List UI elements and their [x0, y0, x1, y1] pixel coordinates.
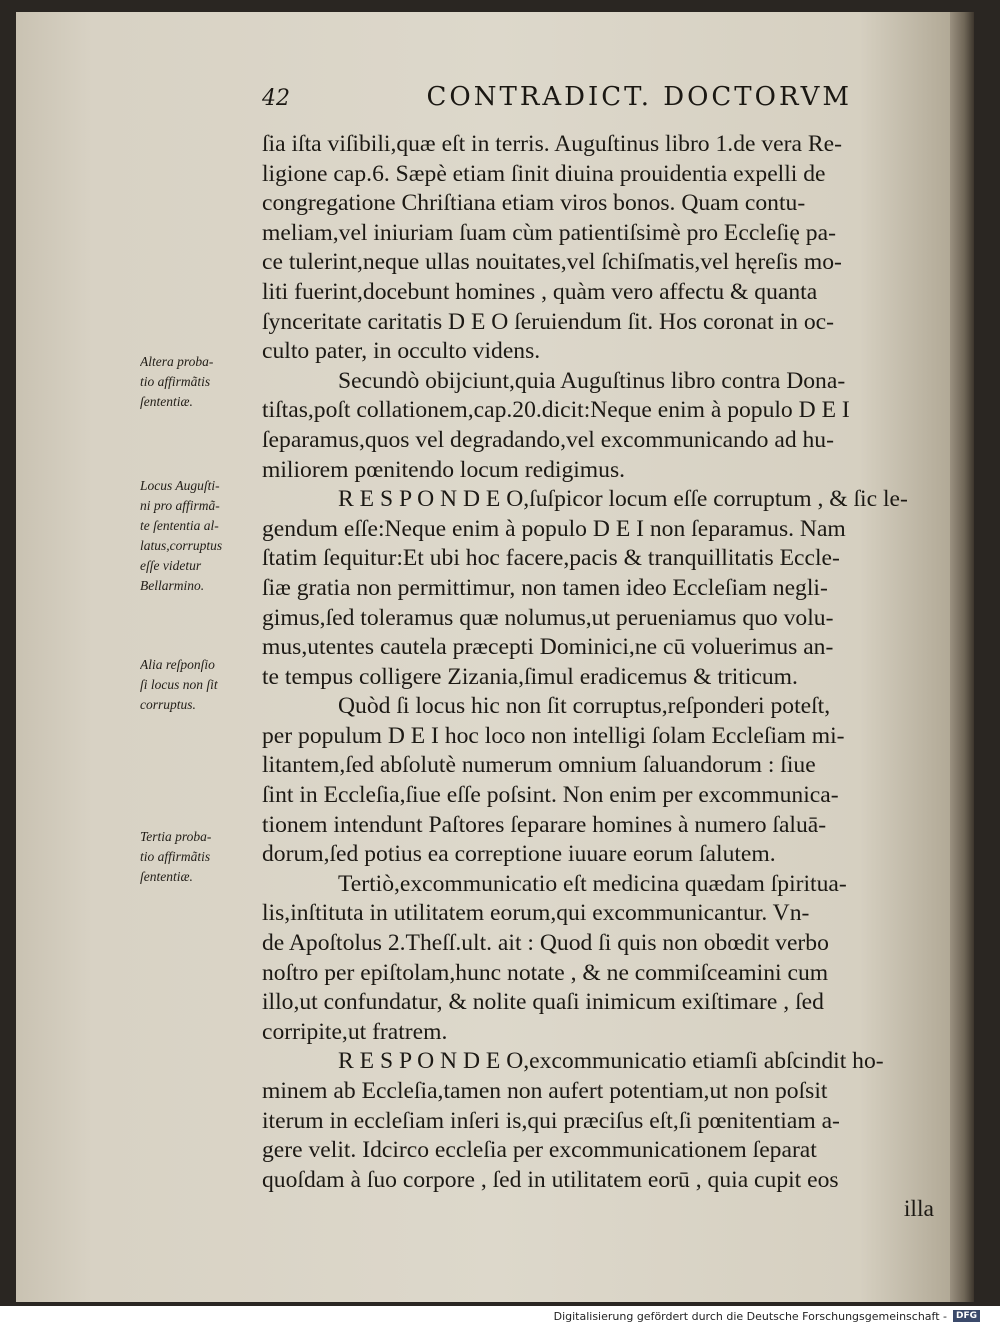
text-line: quoſdam à ſuo corpore , ſed in utilitatem eorū , quia cupit eos	[262, 1166, 839, 1193]
margin-note-line: Alia reſponſio	[140, 657, 215, 672]
margin-note-line: Altera proba-	[140, 354, 214, 369]
text-line: ſynceritate caritatis D E O ſeruiendum ſit. Hos coronat in oc-	[262, 308, 834, 335]
text-line: dorum,ſed potius ea correptione iuuare eorum ſalutem.	[262, 841, 776, 868]
text-line: litantem,ſed abſolutè numerum omnium ſaluandorum : ſiue	[262, 752, 816, 779]
margin-note-line: tio affirmãtis	[140, 374, 211, 389]
dfg-logo: DFG	[953, 1310, 980, 1322]
text-line: de Apoſtolus 2.Theſſ.ult. ait : Quod ſi quis non obœdit verbo	[262, 930, 829, 957]
text-line: ſia iſta viſibili,quæ eſt in terris. Auguſtinus libro 1.de vera Re-	[262, 131, 842, 157]
margin-note-line: corruptus.	[140, 697, 196, 712]
text-line: ce tulerint,neque ullas nouitates,vel ſchiſmatis,vel hęreſis mo-	[262, 249, 842, 276]
margin-note-line: te ſententia al-	[140, 518, 219, 533]
funding-credit: Digitalisierung gefördert durch die Deutsche Forschungsgemeinschaft -	[553, 1309, 947, 1323]
margin-note-line: latus,corruptus	[140, 538, 223, 553]
margin-note-line: ſi locus non ſit	[140, 677, 218, 692]
text-line: te tempus colligere Zizania,ſimul eradicemus & triticum.	[262, 663, 798, 690]
text-line: miliorem pœnitendo locum redigimus.	[262, 456, 626, 483]
text-line: tiſtas,poſt collationem,cap.20.dicit:Neque enim à populo D E I	[262, 397, 850, 424]
text-line: noſtro per epiſtolam,hunc notate , & ne commiſceamini cum	[262, 959, 829, 986]
text-line: gendum eſſe:Neque enim à populo D E I non ſeparamus. Nam	[262, 515, 846, 542]
margin-note	[140, 352, 258, 412]
text-line: minem ab Eccleſia,tamen non aufert potentiam,ut non poſsit	[262, 1078, 828, 1104]
running-head	[262, 82, 852, 112]
margin-note	[140, 827, 258, 887]
catchword: illa	[903, 1196, 934, 1223]
text-line: tionem intendunt Paſtores ſeparare homines à numero ſaluā-	[262, 811, 827, 838]
paragraph-start: Secundò obijciunt,quia Auguſtinus libro contra Dona-	[338, 367, 846, 394]
margin-note-line: eſſe videtur	[140, 558, 202, 573]
margin-note-line: tio affirmãtis	[140, 849, 211, 864]
text-line: lis,inſtituta in utilitatem eorum,qui excommunicantur. Vn-	[262, 900, 810, 927]
margin-note-line: ſententiæ.	[140, 869, 193, 884]
text-line: illo,ut confundatur, & nolite quaſi inimicum exiſtimare , ſed	[262, 989, 824, 1016]
text-line: liti fuerint,docebunt homines , quàm vero affectu & quanta	[262, 278, 818, 305]
page-gutter	[950, 12, 974, 1302]
text-line: congregatione Chriſtiana etiam viros bonos. Quam contu-	[262, 190, 806, 217]
paragraph-start: Quòd ſi locus hic non ſit corruptus,reſponderi poteſt,	[338, 693, 831, 720]
text-line: ſeparamus,quos vel degradando,vel excommunicando ad hu-	[262, 426, 834, 453]
footer-bar	[0, 1306, 1000, 1326]
paragraph-start: Tertiò,excommunicatio eſt medicina quædam ſpiritua-	[338, 870, 847, 897]
margin-note-line: Locus Auguſti-	[140, 478, 220, 493]
margin-note	[140, 476, 258, 596]
running-title: CONTRADICT. DOCTORVM	[426, 82, 852, 112]
text-line: per populum D E I hoc loco non intelligi ſolam Eccleſiam mi-	[262, 722, 845, 749]
margin-note-line: ſententiæ.	[140, 394, 193, 409]
text-line: mus,utentes cautela præcepti Dominici,ne cū voluerimus an-	[262, 634, 834, 661]
page-number: 42	[262, 86, 290, 111]
text-line: ſtatim ſequitur:Et ubi hoc facere,pacis & tranquillitatis Eccle-	[262, 545, 840, 572]
text-line: gere velit. Idcirco eccleſia per excommunicationem ſeparat	[262, 1137, 817, 1164]
text-line: meliam,vel iniuriam ſuam cùm patientiſsimè pro Eccleſię pa-	[262, 219, 836, 246]
text-line: ſint in Eccleſia,ſiue eſſe poſsint. Non enim per excommunica-	[262, 782, 839, 809]
margin-note-line: ni pro affirmã-	[140, 498, 220, 513]
paragraph-start: R E S P O N D E O,excommunicatio etiamſi abſcindit ho-	[338, 1048, 884, 1075]
text-line: ligione cap.6. Sæpè etiam ſinit diuina prouidentia expelli de	[262, 160, 826, 187]
text-line: iterum in eccleſiam inſeri is,qui præciſus eſt,ſi pœnitentiam a-	[262, 1107, 840, 1134]
text-line: ſiæ gratia non permittimur, non tamen ideo Eccleſiam negli-	[262, 574, 828, 601]
margin-note-line: Tertia proba-	[140, 829, 212, 844]
paragraph-start: R E S P O N D E O,ſuſpicor locum eſſe corruptum , & ſic le-	[338, 486, 908, 513]
text-line: gimus,ſed toleramus quæ nolumus,ut perueniamus quo volu-	[262, 604, 834, 631]
margin-note-line: Bellarmino.	[140, 578, 205, 593]
text-block	[262, 130, 934, 1225]
text-line: corripite,ut fratrem.	[262, 1018, 448, 1045]
margin-note	[140, 655, 258, 715]
text-line: culto pater, in occulto videns.	[262, 338, 541, 365]
